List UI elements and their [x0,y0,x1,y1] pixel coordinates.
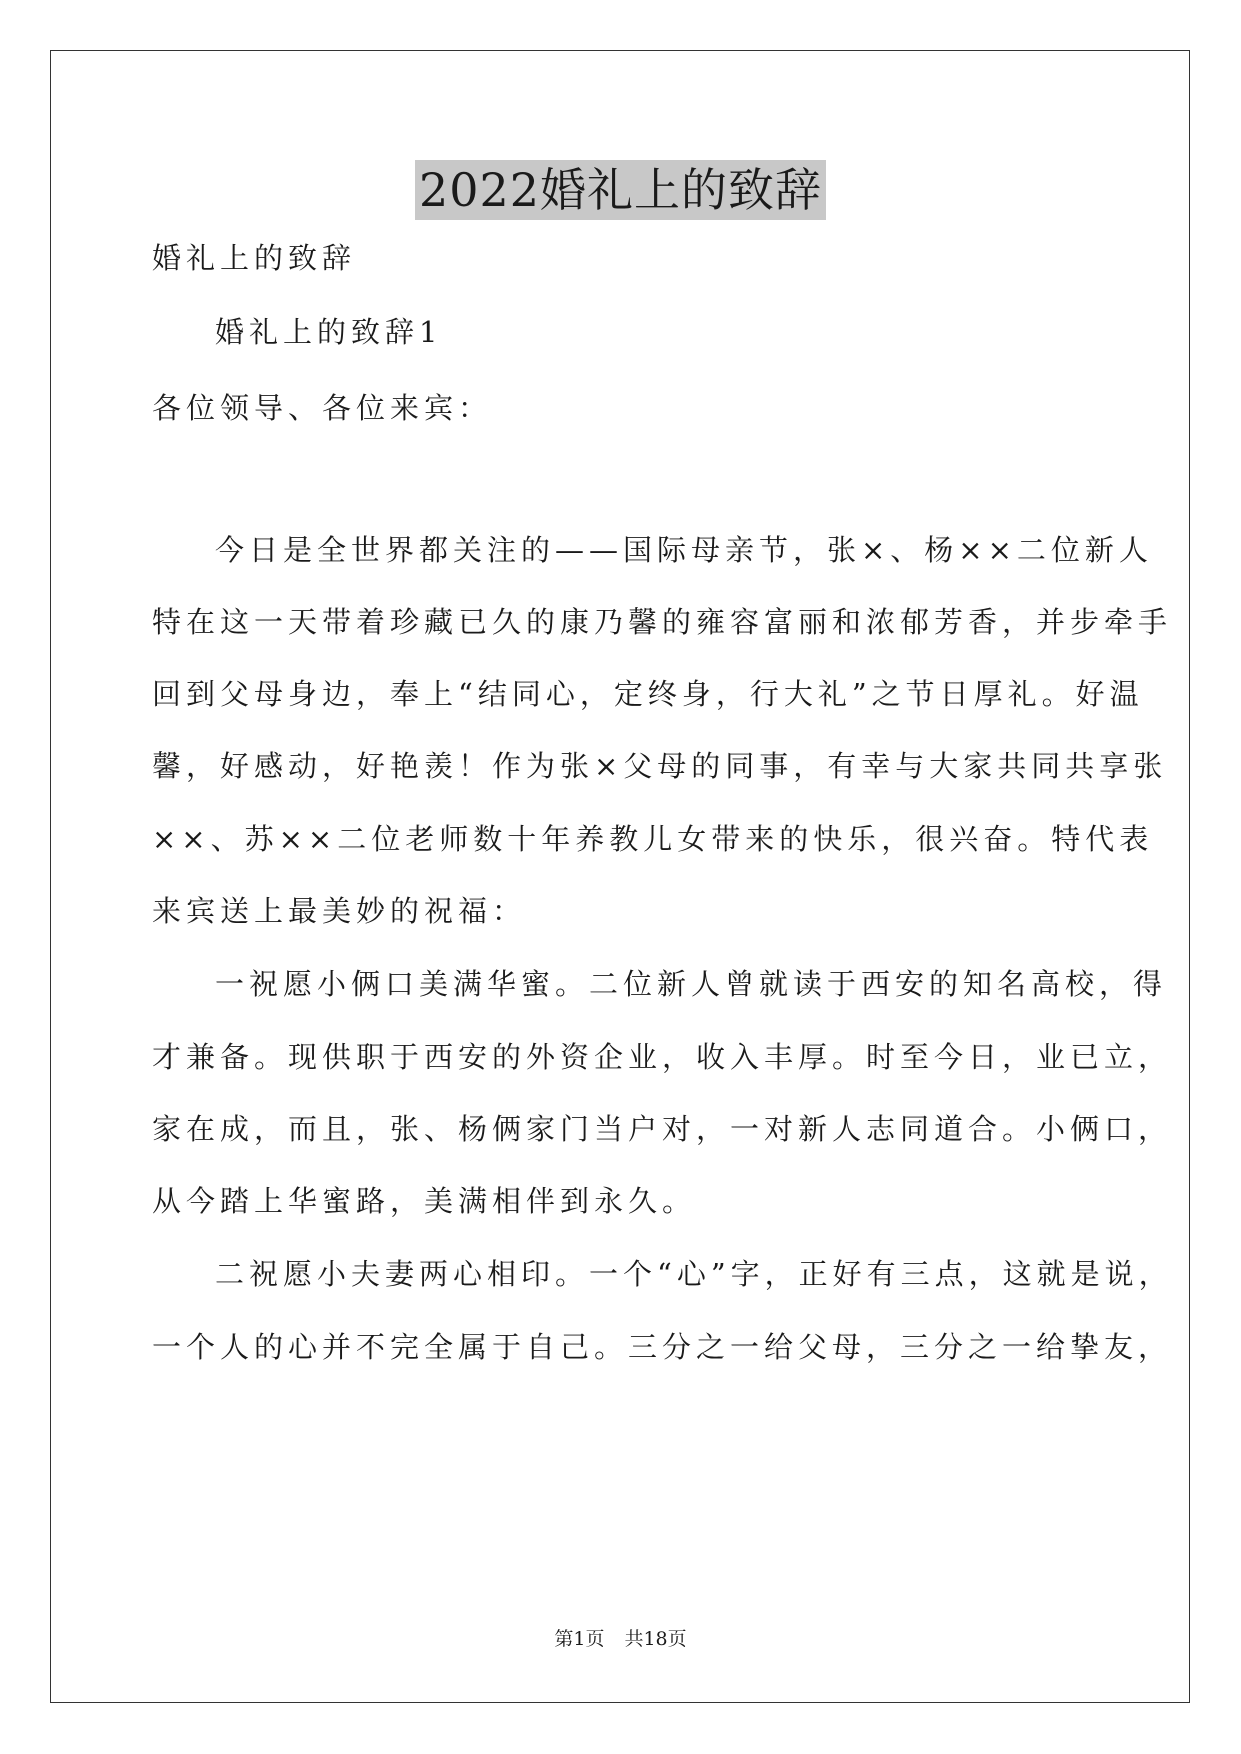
paragraph-line: 馨，好感动，好艳羡！作为张×父母的同事，有幸与大家共同共享张 [152,749,1168,783]
page-border [50,50,1190,1703]
heading-line: 婚礼上的致辞 [152,241,357,275]
paragraph-line: 来宾送上最美妙的祝福： [152,894,527,928]
page-number: 第1页 [554,1628,605,1650]
title-container [0,160,1241,220]
paragraph-line: 从今踏上华蜜路，美满相伴到永久。 [152,1184,697,1218]
paragraph-line: ××、苏××二位老师数十年养教儿女带来的快乐，很兴奋。特代表 [152,822,1154,856]
paragraph-line: 一祝愿小俩口美满华蜜。二位新人曾就读于西安的知名高校，得 [215,967,1168,1001]
document-title: 2022婚礼上的致辞 [415,160,826,220]
paragraph-line: 二祝愿小夫妻两心相印。一个“心”字，正好有三点，这就是说， [215,1257,1173,1291]
page-total: 共18页 [624,1628,687,1650]
paragraph-line: 一个人的心并不完全属于自己。三分之一给父母，三分之一给挚友， [152,1330,1173,1364]
salutation: 各位领导、各位来宾： [152,391,493,425]
paragraph-line: 回到父母身边，奉上“结同心，定终身，行大礼”之节日厚礼。好温 [152,677,1144,711]
section-heading: 婚礼上的致辞1 [215,315,443,349]
paragraph-line: 今日是全世界都关注的——国际母亲节，张×、杨××二位新人 [215,533,1153,567]
paragraph-line: 家在成，而且，张、杨俩家门当户对，一对新人志同道合。小俩口， [152,1112,1173,1146]
page-footer [0,1627,1241,1651]
paragraph-line: 特在这一天带着珍藏已久的康乃馨的雍容富丽和浓郁芳香，并步牵手 [152,605,1173,639]
paragraph-line: 才兼备。现供职于西安的外资企业，收入丰厚。时至今日，业已立， [152,1040,1173,1074]
